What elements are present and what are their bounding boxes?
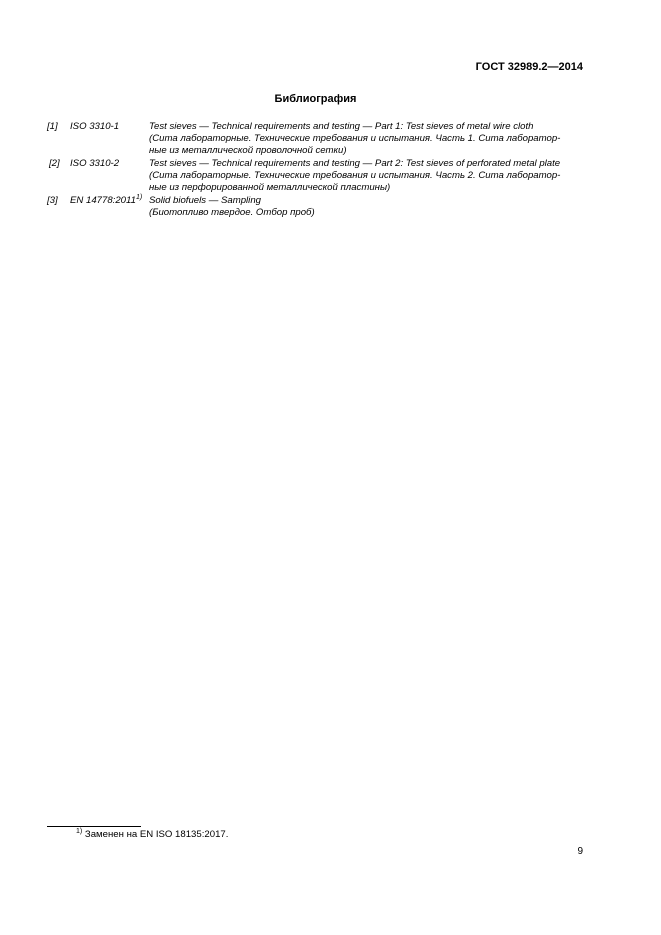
page-number: 9 [577, 846, 583, 857]
entry-code [70, 195, 149, 219]
entry-number: [1] [47, 121, 58, 132]
entry-line: Test sieves — Technical requirements and testing — Part 1: Test sieves of metal wire cloth [149, 121, 534, 132]
entry-number: [3] [47, 195, 58, 206]
entry-text [149, 195, 587, 219]
entry-text [149, 158, 587, 194]
entry-line: (Биотопливо твердое. Отбор проб) [149, 207, 315, 218]
entry-line: ные из перфорированной металлической пластины) [149, 182, 391, 193]
entry-code-text: EN 14778:2011 [70, 195, 136, 206]
entry-line: (Сита лабораторные. Технические требования и испытания. Часть 1. Сита лаборатор- [149, 133, 561, 144]
entry-text [149, 121, 587, 157]
footnote [76, 829, 228, 840]
footnote-marker: 1) [76, 828, 83, 835]
bibliography-entry [47, 158, 587, 194]
entry-code: ISO 3310-1 [70, 121, 120, 132]
footnote-text: Заменен на EN ISO 18135:2017. [84, 829, 229, 840]
bibliography-entry [47, 121, 587, 157]
footnote-separator [47, 826, 141, 827]
bibliography-list [47, 121, 587, 220]
bibliography-title: Библиография [274, 93, 357, 105]
footnote-reference: 1) [135, 194, 143, 201]
document-header: ГОСТ 32989.2—2014 [475, 61, 583, 73]
entry-code: ISO 3310-2 [70, 158, 120, 169]
entry-line: Test sieves — Technical requirements and testing — Part 2: Test sieves of perforated metal plate [149, 158, 561, 169]
bibliography-entry [47, 195, 587, 219]
entry-line: (Сита лабораторные. Технические требования и испытания. Часть 2. Сита лаборатор- [149, 170, 561, 181]
entry-line: ные из металлической проволочной сетки) [149, 145, 347, 156]
entry-line: Solid biofuels — Sampling [149, 195, 261, 206]
entry-number: [2] [49, 158, 60, 169]
